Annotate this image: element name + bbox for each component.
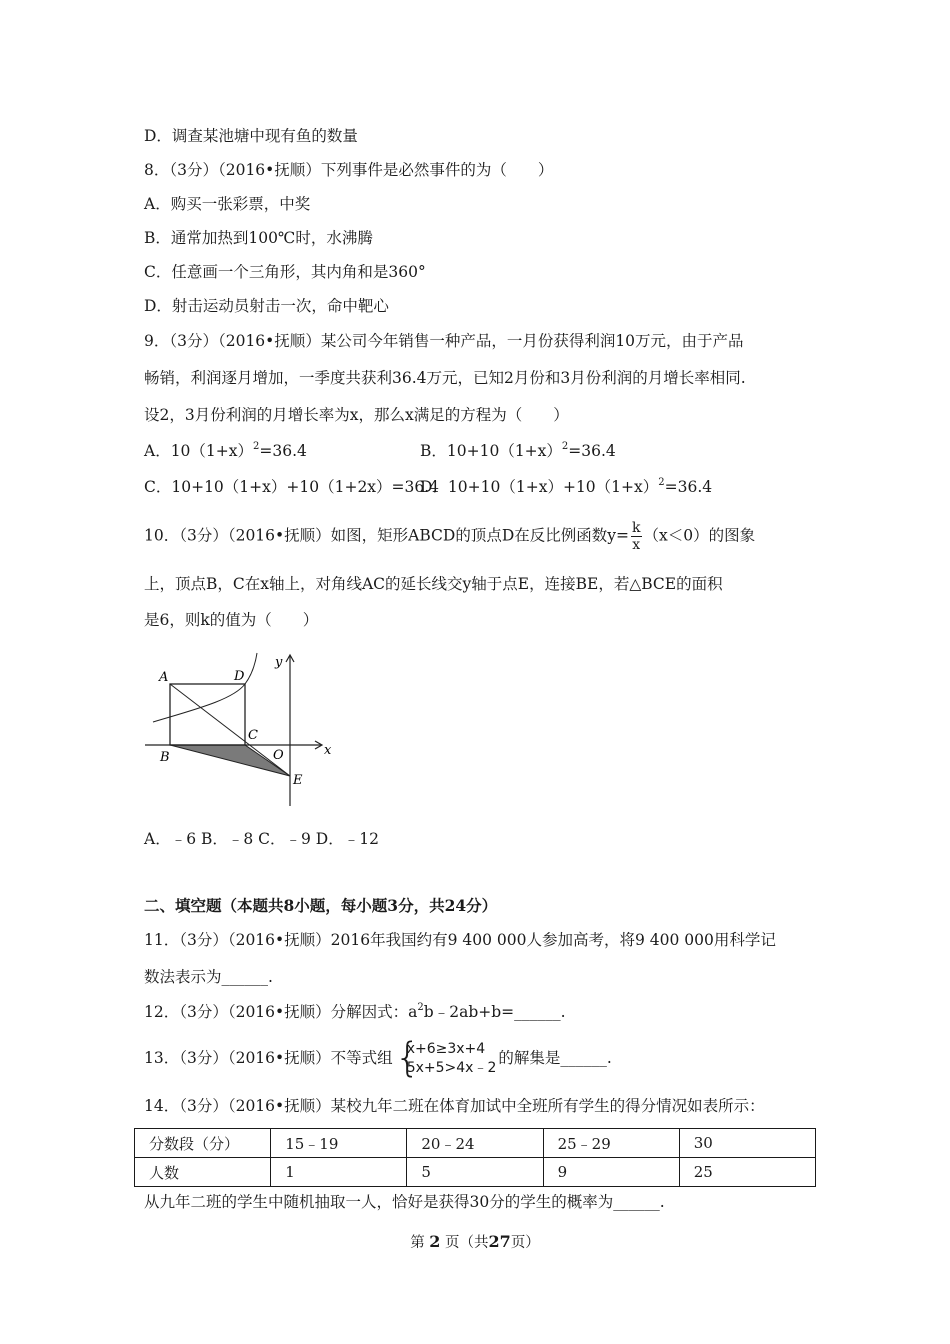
q9-option-d: [420, 477, 712, 497]
footer-prefix: 第: [410, 1235, 425, 1251]
q9-stem-line1: 9．（3分）（2016•抚顺）某公司今年销售一种产品，一月份获得利润10万元，由于产品: [144, 332, 744, 350]
shaded-triangle-bce: [170, 745, 290, 776]
brace-glyph: {: [394, 1035, 421, 1081]
q8-option-c: C．任意画一个三角形，其内角和是360°: [144, 263, 426, 281]
q10-text: 10．（3分）（2016•抚顺）如图，矩形ABCD的顶点D在反比例函数y=: [144, 526, 630, 545]
q10-stem-line3: 是6，则k的值为（ ）: [144, 611, 319, 629]
inequality-2: 5x+5>4x﹣2: [406, 1060, 497, 1076]
table-cell: 5: [407, 1158, 543, 1187]
label-e: E: [293, 773, 303, 788]
table-cell: 30: [679, 1129, 815, 1158]
table-cell: 1: [271, 1158, 407, 1187]
exponent: 2: [561, 441, 569, 452]
denominator: x: [632, 537, 641, 553]
q13-text: 13．（3分）（2016•抚顺）不等式组: [144, 1049, 393, 1067]
label-c: C: [248, 728, 258, 743]
q12-text: 12．（3分）（2016•抚顺）分解因式：a: [144, 1003, 418, 1021]
q9a-text: A．10（1+x）: [144, 442, 254, 460]
q9-option-c: C．10+10（1+x）+10（1+2x）=36.4: [144, 478, 440, 496]
q9-option-b: [420, 441, 616, 461]
q9b-rhs: =36.4: [568, 442, 616, 460]
table-cell: 20﹣24: [407, 1129, 543, 1158]
inequality-1: x+6≥3x+4: [406, 1041, 486, 1057]
table-cell: 15﹣19: [271, 1129, 407, 1158]
footer-middle: 页（共: [445, 1235, 489, 1251]
q13-stem: [144, 1036, 612, 1080]
q9b-text: B．10+10（1+x）: [420, 442, 562, 460]
q7-option-d: D．调查某池塘中现有鱼的数量: [144, 127, 358, 145]
diagonal-ac-extended: [170, 684, 290, 776]
q10-text-tail: （x＜0）的图象: [643, 526, 756, 545]
table-cell: 人数: [135, 1158, 271, 1187]
label-o: O: [273, 748, 284, 763]
q9d-text: D．10+10（1+x）+10（1+x）: [420, 478, 659, 496]
q10-stem-line2: 上，顶点B，C在x轴上，对角线AC的延长线交y轴于点E，连接BE，若△BCE的面积: [144, 575, 723, 593]
exponent: 2: [417, 1002, 424, 1013]
q12-text-tail: b﹣2ab+b=______.: [423, 1003, 566, 1021]
page-number: 2: [429, 1232, 441, 1251]
footer-suffix: 页）: [510, 1235, 540, 1251]
table-row: [135, 1129, 816, 1158]
q14-stem: 14．（3分）（2016•抚顺）某校九年二班在体育加试中全班所有学生的得分情况如表所示：: [144, 1097, 765, 1115]
label-x: x: [324, 743, 332, 758]
q9d-rhs: =36.4: [664, 478, 713, 496]
label-d: D: [234, 669, 245, 684]
table-cell: 9: [543, 1158, 679, 1187]
section-2-heading: 二、填空题（本题共8小题，每小题3分，共24分）: [144, 896, 498, 915]
label-y: y: [275, 655, 283, 670]
q10-options: A．﹣6 B．﹣8 C．﹣9 D．﹣12: [144, 830, 379, 848]
q11-stem-line2: 数法表示为______.: [144, 968, 273, 986]
q8-option-a: A．购买一张彩票，中奖: [144, 195, 311, 213]
q9-option-a: [144, 441, 307, 461]
q13-text-tail: 的解集是______.: [498, 1049, 612, 1067]
q9a-rhs: =36.4: [259, 442, 307, 460]
total-pages: 27: [488, 1232, 511, 1251]
label-a: A: [159, 670, 169, 685]
q10-stem-line1: [144, 520, 755, 553]
exponent: 2: [658, 477, 665, 488]
score-table: [134, 1128, 816, 1187]
table-cell: 25﹣29: [543, 1129, 679, 1158]
q8-option-b: B．通常加热到100℃时，水沸腾: [144, 229, 373, 247]
inequality-system: [394, 1035, 497, 1081]
table-cell: 25: [679, 1158, 815, 1187]
q14-question: 从九年二班的学生中随机抽取一人，恰好是获得30分的学生的概率为______.: [144, 1193, 665, 1211]
page-footer: [0, 1231, 950, 1252]
q11-stem-line1: 11．（3分）（2016•抚顺）2016年我国约有9 400 000人参加高考，将9 400 000用科学记: [144, 931, 776, 949]
q9-stem-line2: 畅销，利润逐月增加，一季度共获利36.4万元，已知2月份和3月份利润的月增长率相同.: [144, 369, 746, 387]
q9-stem-line3: 设2，3月份利润的月增长率为x，那么x满足的方程为（ ）: [144, 406, 569, 424]
fraction-k-over-x: [631, 520, 641, 553]
exponent: 2: [253, 441, 260, 452]
numerator: k: [632, 520, 641, 536]
q8-option-d: D．射击运动员射击一次，命中靶心: [144, 297, 389, 315]
hyperbola-curve: [153, 653, 257, 722]
q8-stem: 8．（3分）（2016•抚顺）下列事件是必然事件的为（ ）: [144, 161, 554, 179]
q10-figure: [143, 648, 343, 813]
label-b: B: [160, 750, 170, 765]
table-row: [135, 1158, 816, 1187]
q12-stem: [144, 1002, 566, 1022]
table-cell: 分数段（分）: [135, 1129, 271, 1158]
